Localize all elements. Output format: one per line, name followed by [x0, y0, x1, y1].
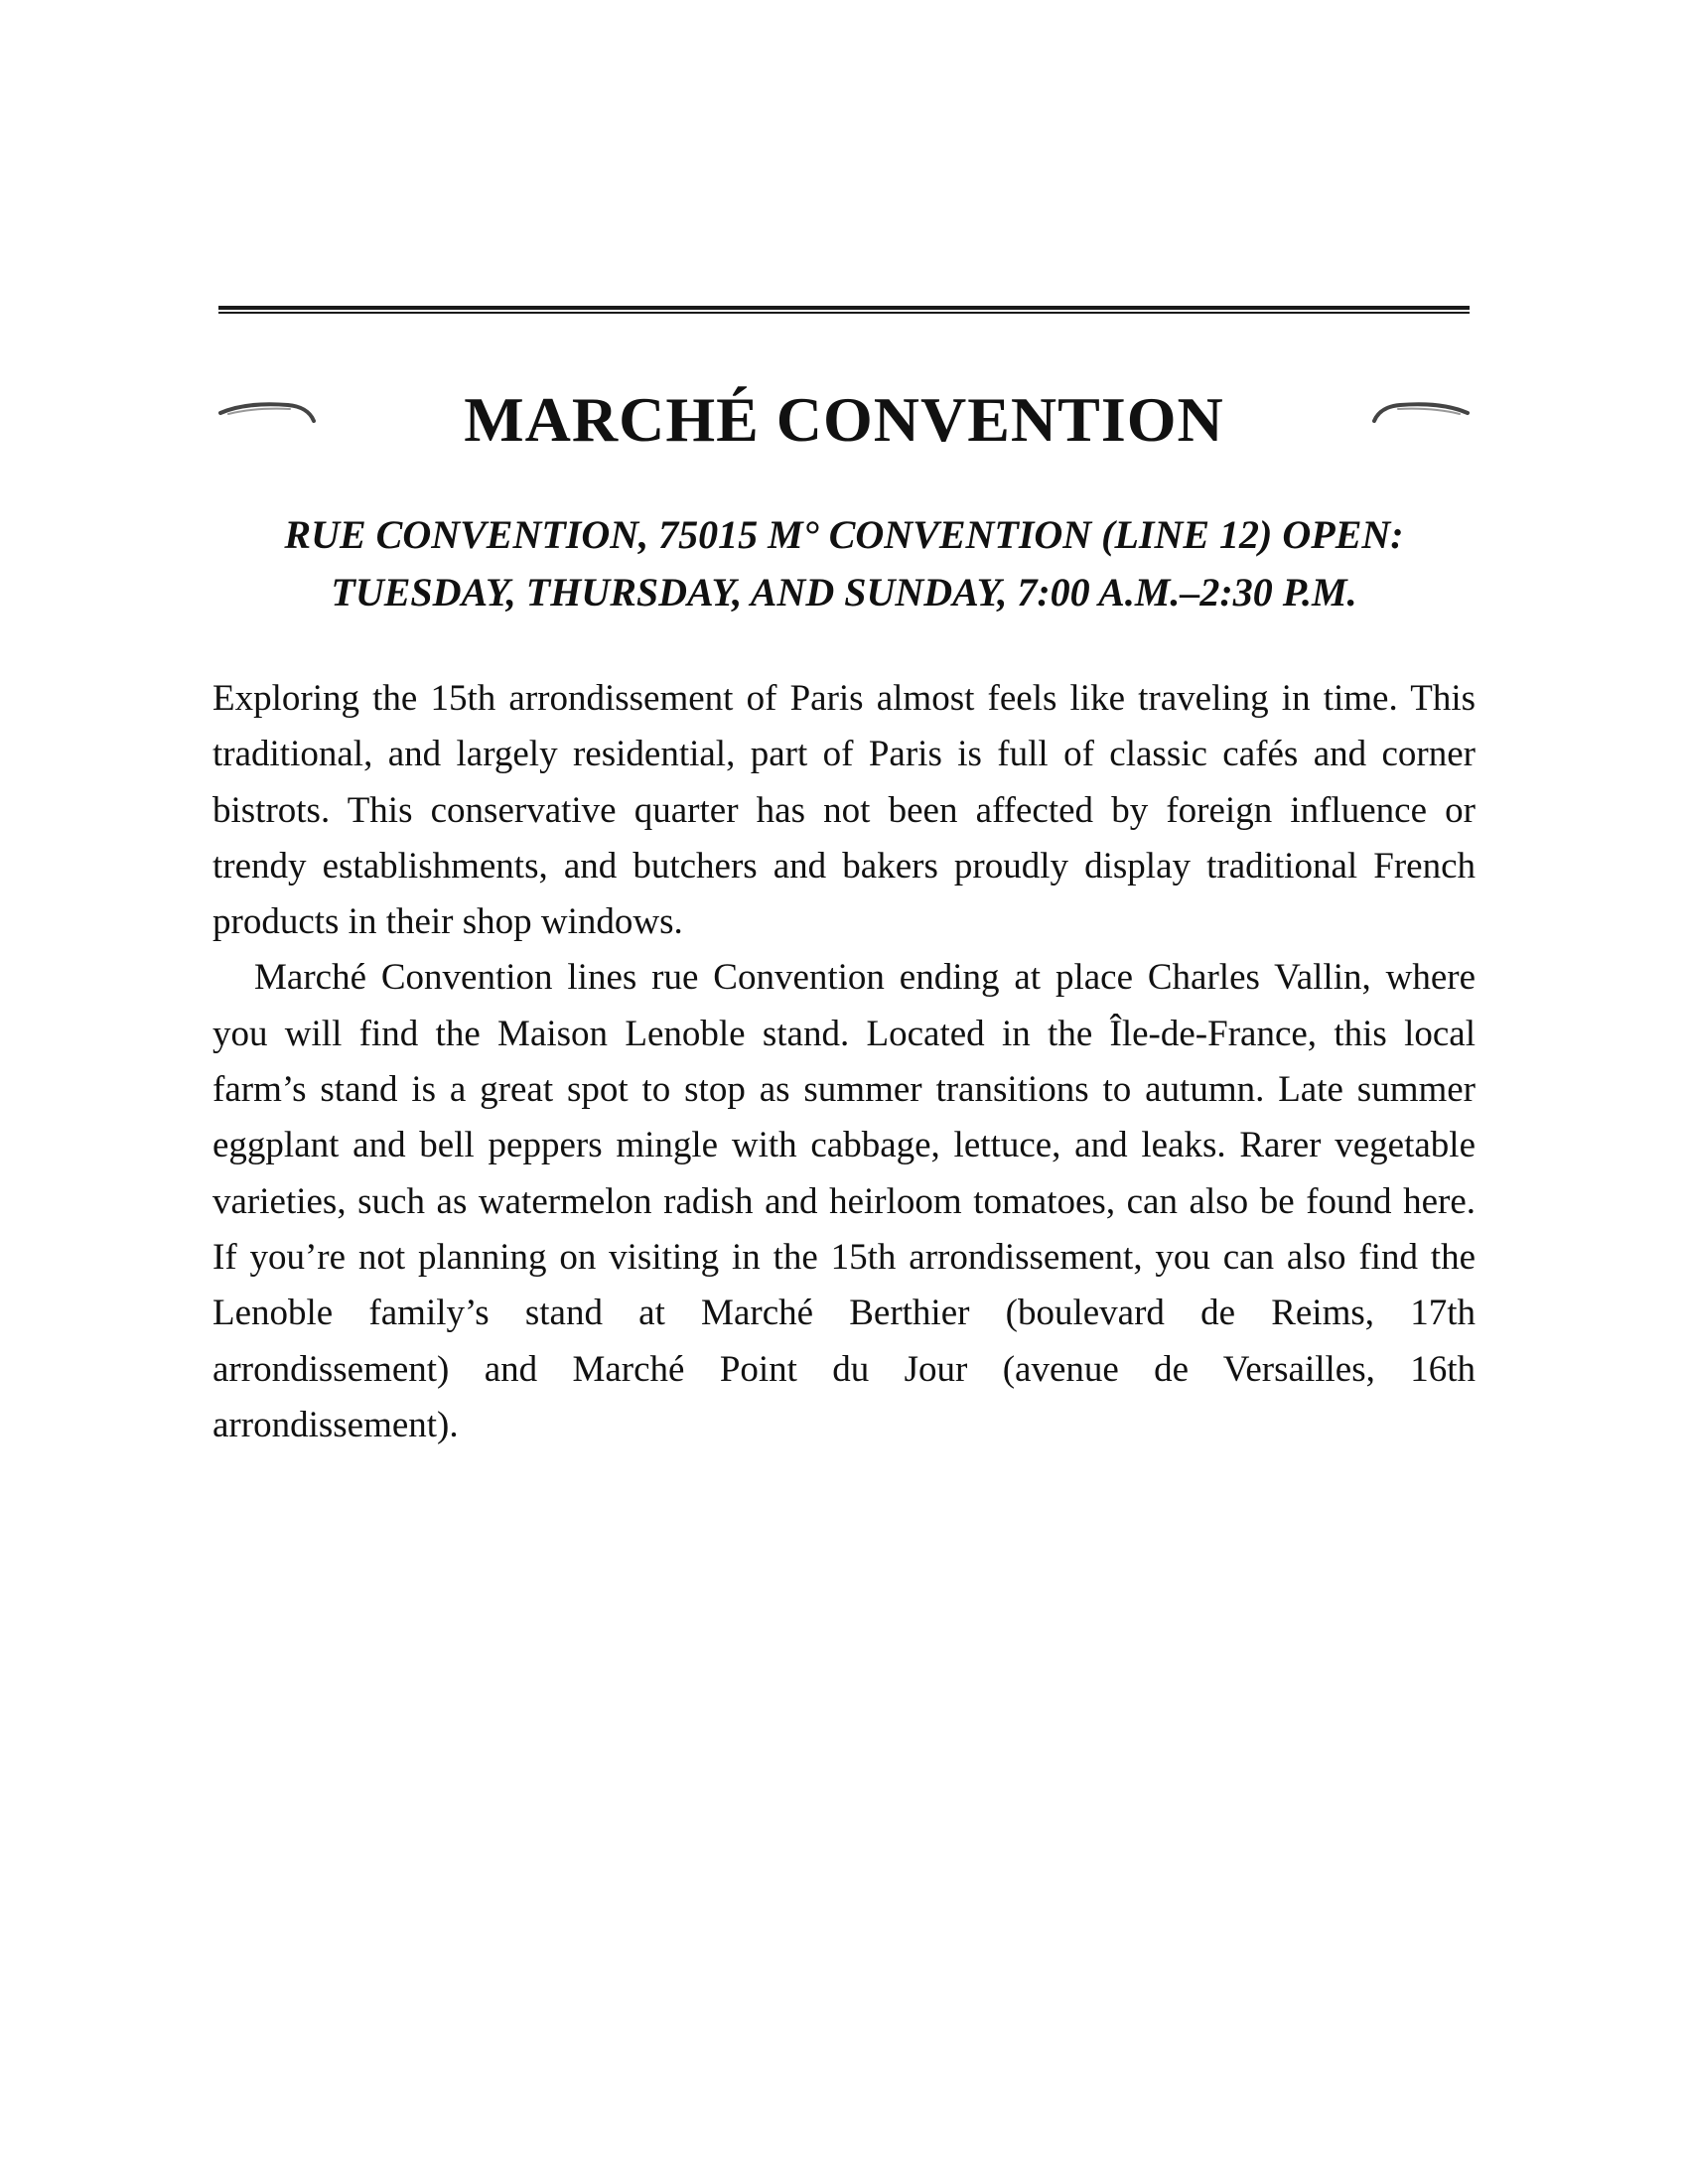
paragraph: Marché Convention lines rue Convention ending at place Charles Vallin, where you will find the Maison Lenoble stand. Located in the Île-de-France, this local farm’s stand is a great spot to stop as summer transitions to autumn. Late summer eggplant and bell peppers mingle with cabbage, lettuce, and leaks. Rarer vegetable varieties, such as watermelon radish and heirloom tomatoes, can also be found here. If you’re not planning on visiting in the 15th arrondissement, you can also find the Lenoble family’s stand at Marché Berthier (boulevard de Reims, 17th arrondissement) and Marché Point du Jour (avenue de Versailles, 16th arrondissement).	[212, 957, 1476, 1445]
article-body	[212, 671, 1476, 1453]
header-double-rule-top	[218, 306, 1470, 310]
paragraph: Exploring the 15th arrondissement of Paris almost feels like traveling in time. This traditional, and largely residential, part of Paris is full of classic cafés and corner bistrots. This conservative quarter has not been affected by foreign influence or trendy establishments, and butchers and bakers proudly display traditional French products in their shop windows.	[212, 678, 1476, 943]
market-address-hours: RUE CONVENTION, 75015 M° CONVENTION (LINE 12) OPEN: TUESDAY, THURSDAY, AND SUNDAY, 7:00 A.M.–2:30 P.M.	[284, 512, 1404, 614]
flourish-icon	[1370, 395, 1470, 425]
header-double-rule-bottom	[218, 312, 1470, 314]
page-title: MARCHÉ CONVENTION	[464, 384, 1224, 455]
